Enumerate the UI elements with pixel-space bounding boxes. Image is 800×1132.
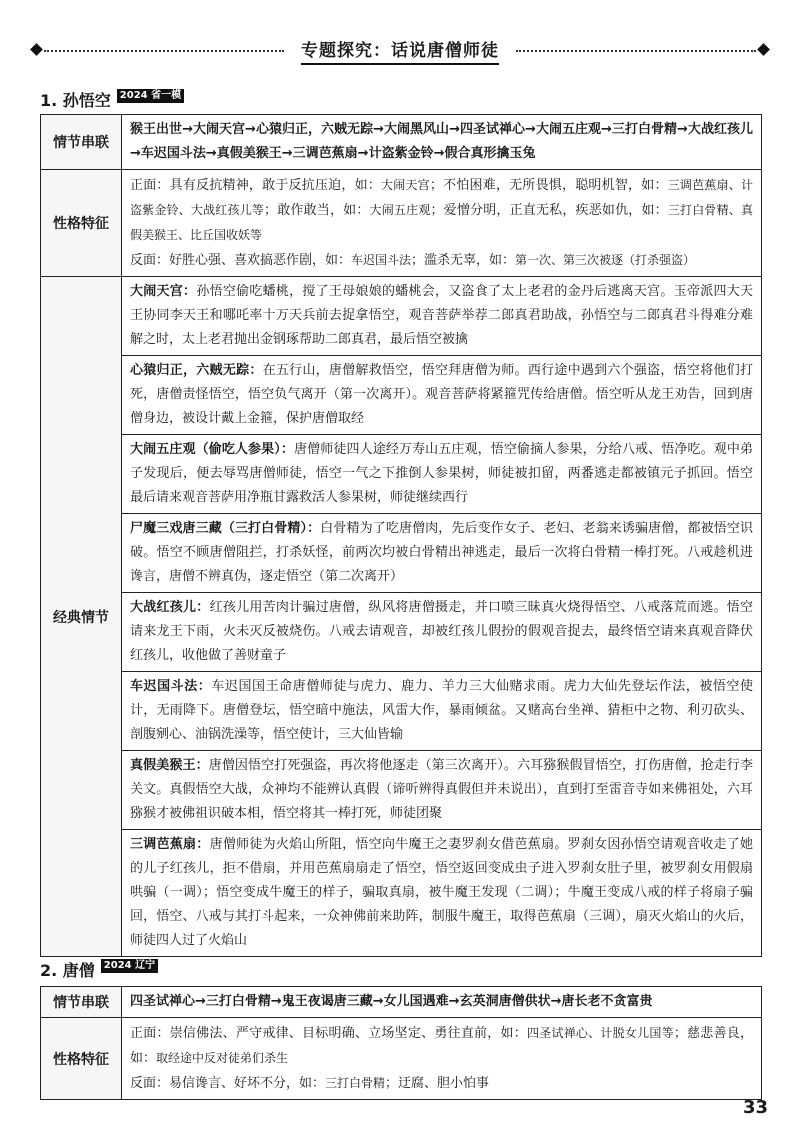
episode-title: 尸魔三戏唐三藏（三打白骨精）： [130, 521, 321, 536]
trait-example: 三打白骨精 [325, 1076, 386, 1090]
trait-text: ；迂腐、胆小怕事 [385, 1076, 490, 1091]
episode-text: 孙悟空偷吃蟠桃，搅了王母娘娘的蟠桃会，又盗食了太上老君的金丹后逃离天宫。玉帝派四大天王协同李天王和哪吒率十万天兵前去捉拿悟空，观音菩萨举荐二郎真君助战，孙悟空与二郎真君斗得难分难解之时，太上老君抛出金钢琢帮助二郎真君，最后悟空被擒 [130, 284, 753, 347]
episode-title: 心猿归正，六贼无踪： [130, 363, 263, 378]
table-row [41, 672, 762, 751]
episode-title: 真假美猴王： [130, 758, 209, 773]
classic-episode [122, 751, 762, 830]
page-number: 33 [742, 1097, 768, 1118]
trait-text: 反面：易信谗言、好坏不分，如： [130, 1076, 326, 1091]
trait-text: ；滥杀无辜，如： [411, 253, 516, 268]
table-row [41, 987, 762, 1018]
table-row [41, 830, 762, 957]
trait-cell [122, 1018, 762, 1100]
classic-episode [122, 830, 762, 957]
classic-episode [122, 672, 762, 751]
table-row [41, 277, 762, 356]
row-label: 情节串联 [41, 987, 122, 1018]
tangseng-table [40, 986, 762, 1100]
episode-text: 车迟国国王命唐僧师徒与虎力、鹿力、羊力三大仙赌求雨。虎力大仙先登坛作法，被悟空使计，无雨降下。唐僧登坛，悟空暗中施法，风雷大作，暴雨倾盆。又赌高台坐禅、猜柜中之物、利刃砍头、剖腹剜心、油锅洗澡等，悟空使计，三大仙皆输 [130, 679, 753, 742]
trait-text: 正面：具有反抗精神，敢于反抗压迫，如： [130, 178, 382, 193]
trait-example: 取经途中反对徒弟们杀生 [156, 1051, 289, 1065]
episode-text: 唐僧因悟空打死强盗，再次将他逐走（第三次离开）。六耳猕猴假冒悟空，打伤唐僧，抢走行李关文。真假悟空大战，众神均不能辨认真假（谛听辨得真假但并未说出），直到打至雷音寺如来佛祖处，六耳猕猴才被佛祖识破本相，悟空将其一棒打死，师徒团聚 [130, 758, 753, 821]
trait-example: 三调芭蕉扇、计盗紫金铃、大战红孩儿等 [130, 178, 753, 217]
trait-example: 大闹天宫 [381, 178, 430, 192]
row-label: 情节串联 [41, 115, 122, 170]
table-row [41, 593, 762, 672]
table-row [41, 1018, 762, 1100]
episode-title: 车迟国斗法： [130, 679, 212, 694]
table-row [41, 514, 762, 593]
classic-episode [122, 593, 762, 672]
exam-badge: 2024 省一模 [117, 89, 184, 103]
section-title-text: 2. 唐僧 [40, 961, 95, 980]
episode-title: 三调芭蕉扇： [130, 837, 210, 852]
episode-title: 大闹五庄观（偷吃人参果）： [130, 442, 295, 457]
header-title: 专题探究：话说唐僧师徒 [290, 36, 510, 61]
trait-example: 大闹五庄观 [369, 203, 431, 217]
page-header [30, 36, 770, 62]
table-row [41, 435, 762, 514]
section-title-text: 1. 孙悟空 [40, 91, 111, 110]
table-row [41, 115, 762, 170]
diamond-right-icon [757, 43, 770, 56]
episode-text: 唐僧师徒四人途经万寿山五庄观，悟空偷摘人参果，分给八戒、悟净吃。观中弟子发现后，便去辱骂唐僧师徒，悟空一气之下推倒人参果树，师徒被扣留，两番逃走都被镇元子抓回。悟空最后请来观音菩萨用净瓶甘露救活人参果树，师徒继续西行 [130, 442, 753, 505]
section-title-sunwukong [40, 88, 184, 111]
trait-text: ；敢作敢当，如： [264, 203, 370, 218]
row-label: 性格特征 [41, 1018, 122, 1100]
trait-text: ；不怕困难，无所畏惧，聪明机智，如： [429, 178, 668, 193]
trait-cell [122, 170, 762, 277]
trait-example: 四圣试禅心、计脱女儿国等 [527, 1026, 674, 1040]
trait-text: 反面：好胜心强、喜欢搞恶作剧，如： [130, 253, 352, 268]
classic-episode [122, 356, 762, 435]
plot-chain: 四圣试禅心→三打白骨精→鬼王夜谒唐三藏→女儿国遇难→玄英洞唐僧供状→唐长老不贪富贵 [122, 987, 762, 1018]
episode-text: 唐僧师徒为火焰山所阻，悟空向牛魔王之妻罗刹女借芭蕉扇。罗刹女因孙悟空请观音收走了她的儿子红孩儿，拒不借扇，并用芭蕉扇扇走了悟空，悟空返回变成虫子进入罗刹女肚子里，被罗刹女用假扇哄骗（一调）；悟空变成牛魔王的样子，骗取真扇，被牛魔王发现（二调）；牛魔王变成八戒的样子将扇子骗回，悟空、八戒与其打斗起来，一众神佛前来助阵，制服牛魔王，取得芭蕉扇（三调），扇灭火焰山的火后，师徒四人过了火焰山 [130, 837, 753, 948]
trait-text: ；慈悲善良，如： [130, 1026, 753, 1066]
trait-example: 第一次、第三次被逐（打杀强盗） [515, 253, 696, 267]
row-label: 性格特征 [41, 170, 122, 277]
trait-example: 车迟国斗法 [351, 253, 412, 267]
table-row [41, 751, 762, 830]
dotted-rule-left [44, 50, 284, 52]
trait-example: 三打白骨精、真假美猴王、比丘国收妖等 [130, 203, 753, 242]
exam-badge: 2024 辽宁 [101, 959, 158, 973]
episode-text: 红孩儿用苦肉计骗过唐僧，纵风将唐僧摄走，并口喷三昧真火烧得悟空、八戒落荒而逃。悟空请来龙王下雨，火未灭反被烧伤。八戒去请观音，却被红孩儿假扮的假观音捉去，最终悟空请来真观音降伏红孩儿，收他做了善财童子 [130, 600, 753, 663]
dotted-rule-right [516, 50, 756, 52]
classic-episode [122, 435, 762, 514]
episode-title: 大闹天宫： [130, 284, 197, 299]
sunwukong-table [40, 114, 762, 957]
episode-text: 白骨精为了吃唐僧肉，先后变作女子、老妇、老翁来诱骗唐僧，都被悟空识破。悟空不顾唐僧阻拦，打杀妖怪，前两次均被白骨精出神逃走，最后一次将白骨精一棒打死。八戒趁机进谗言，唐僧不辨真伪，逐走悟空（第二次离开） [130, 521, 753, 584]
trait-text: 正面：崇信佛法、严守戒律、目标明确、立场坚定、勇往直前，如： [130, 1026, 527, 1041]
episode-text: 在五行山，唐僧解救悟空，悟空拜唐僧为师。西行途中遇到六个强盗，悟空将他们打死，唐僧责怪悟空，悟空负气离开（第一次离开）。观音菩萨将紧箍咒传给唐僧。悟空听从龙王劝告，回到唐僧身边，被设计戴上金箍，保护唐僧取经 [130, 363, 753, 426]
classic-episode [122, 277, 762, 356]
trait-text: ；爱憎分明，正直无私，疾恶如仇，如： [430, 203, 668, 218]
episode-title: 大战红孩儿： [130, 600, 210, 615]
row-label: 经典情节 [41, 277, 122, 957]
diamond-left-icon [30, 43, 43, 56]
classic-episode [122, 514, 762, 593]
table-row [41, 356, 762, 435]
table-row [41, 170, 762, 277]
section-title-tangseng [40, 958, 158, 981]
plot-chain: 猴王出世→大闹天宫→心猿归正，六贼无踪→大闹黑风山→四圣试禅心→大闹五庄观→三打白骨精→大战红孩儿→车迟国斗法→真假美猴王→三调芭蕉扇→计盗紫金铃→假合真形擒玉兔 [122, 115, 762, 170]
